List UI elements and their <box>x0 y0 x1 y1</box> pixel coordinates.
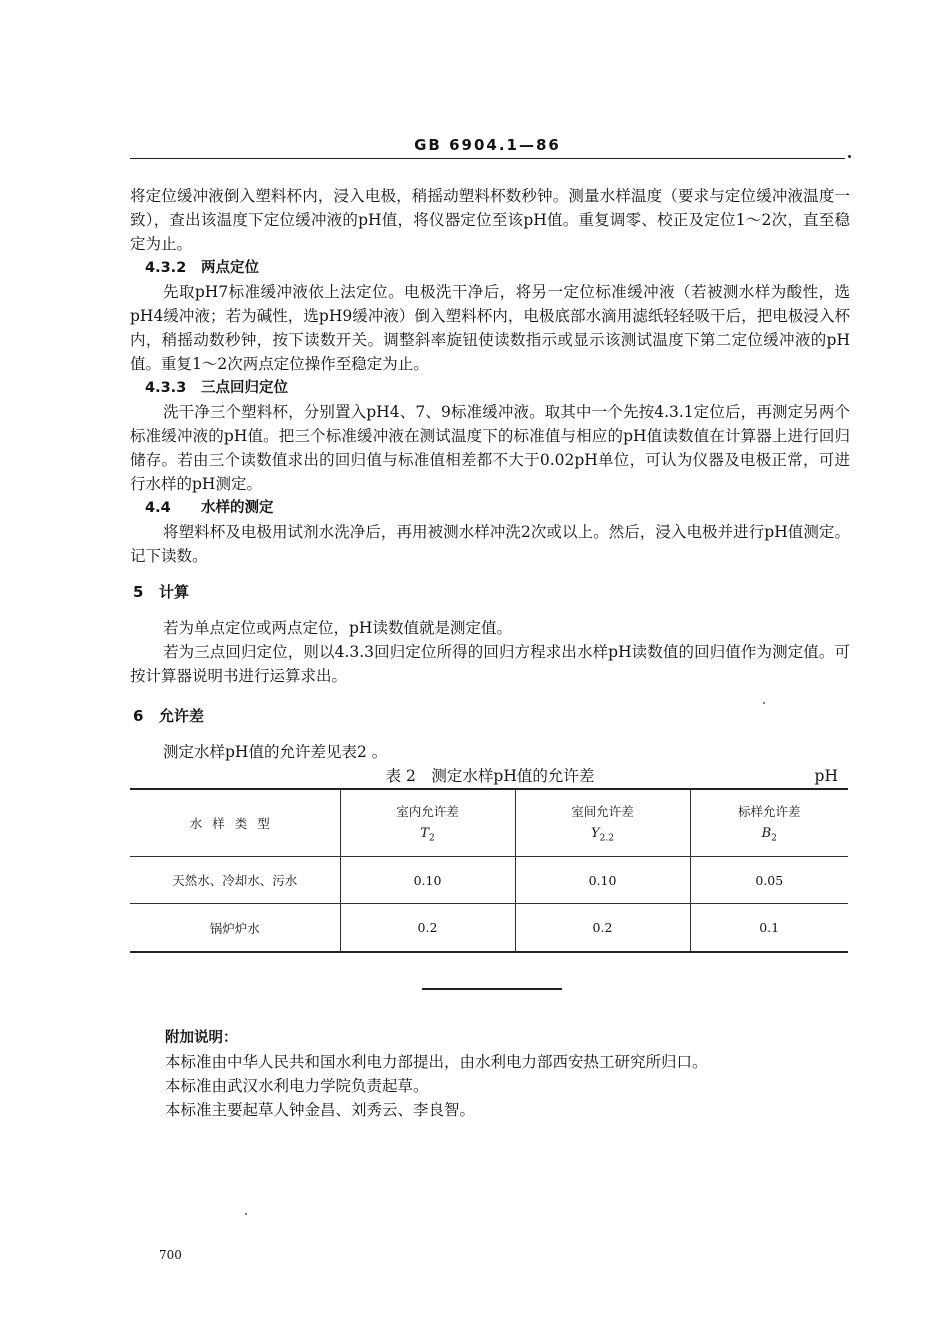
header-sample-type <box>130 789 340 857</box>
table-cell: 0.10 <box>515 857 690 904</box>
header-inter-lab-tolerance <box>515 789 690 857</box>
table-cell: 0.2 <box>515 904 690 953</box>
appendix-line: 本标准主要起草人钟金昌、刘秀云、李良智。 <box>165 1101 476 1119</box>
spacer <box>130 688 850 704</box>
tolerance-table <box>130 788 848 953</box>
header-label: 室间允许差 <box>571 804 634 820</box>
table-unit: pH <box>814 767 838 785</box>
scan-speck <box>245 1213 247 1215</box>
section-5-paragraph-2: 若为三点回归定位，则以4.3.3回归定位所得的回归方程求出水样pH读数值的回归值作为测定值。可按计算器说明书进行运算求出。 <box>130 643 850 685</box>
end-of-text-rule <box>422 988 562 990</box>
section-number: 5 <box>133 583 144 601</box>
section-title: 计算 <box>159 583 190 601</box>
header-label: 水样类型 <box>189 816 280 831</box>
header-intra-lab-tolerance <box>340 789 515 857</box>
header-rule <box>130 158 845 159</box>
spacer <box>130 568 850 580</box>
symbol-letter: B <box>761 826 772 842</box>
header-symbol <box>516 826 690 844</box>
table-cell: 0.05 <box>690 857 848 904</box>
table-caption: 表 2 测定水样pH值的允许差 <box>385 767 595 785</box>
table-cell: 0.2 <box>340 904 515 953</box>
header-symbol <box>341 826 515 844</box>
section-title: 两点定位 <box>201 260 259 276</box>
page-number: 700 <box>159 1248 182 1262</box>
table-caption-row <box>130 764 850 788</box>
table-cell: 0.1 <box>690 904 848 953</box>
section-number: 4.3.2 <box>145 260 187 276</box>
page-header-standard-code: GB 6904.1—86 <box>414 136 561 154</box>
appendix-line: 本标准由武汉水利电力学院负责起草。 <box>165 1077 429 1095</box>
header-label: 标样允许差 <box>737 804 801 820</box>
section-4-4-text: 将塑料杯及电极用试剂水洗净后，再用被测水样冲洗2次或以上。然后，浸入电极并进行pH值测定。记下读数。 <box>130 523 850 565</box>
section-4-3-2-heading <box>130 256 850 280</box>
table-cell: 天然水、冷却水、污水 <box>130 857 340 904</box>
section-title: 水样的测定 <box>201 500 274 516</box>
section-title: 允许差 <box>159 707 205 725</box>
appendix-line: 本标准由中华人民共和国水利电力部提出，由水利电力部西安热工研究所归口。 <box>165 1053 708 1071</box>
header-label: 室内允许差 <box>396 804 459 820</box>
table-cell: 0.10 <box>340 857 515 904</box>
section-5-heading <box>130 580 850 604</box>
section-number: 4.4 <box>145 500 171 516</box>
section-number: 6 <box>133 707 144 725</box>
section-4-3-2-text: 先取pH7标准缓冲液依上法定位。电极洗干净后，将另一定位标准缓冲液（若被测水样为酸性，选pH4缓冲液；若为碱性，选pH9缓冲液）倒入塑料杯内，电极底部水滴用滤纸轻轻吸干后，把电极浸入杯内，稍摇动数秒钟，按下读数开关。调整斜率旋钮使读数指示或显示该测试温度下第二定位缓冲液的pH值。重复1～2次两点定位操作至稳定为止。 <box>130 283 850 373</box>
section-4-4-heading <box>130 496 850 520</box>
table-row <box>130 904 848 953</box>
table-header-row <box>130 789 848 857</box>
symbol-letter: T <box>420 826 429 842</box>
section-4-3-3-heading <box>130 376 850 400</box>
paragraph-intro: 将定位缓冲液倒入塑料杯内，浸入电极，稍摇动塑料杯数秒钟。测量水样温度（要求与定位缓冲液温度一致），查出该温度下定位缓冲液的pH值，将仪器定位至该pH值。重复调零、校正及定位1～2次，直至稳定为止。 <box>130 187 850 253</box>
header-dot <box>848 155 851 158</box>
main-content <box>130 184 850 953</box>
section-6-heading <box>130 704 850 728</box>
table-cell: 锅炉炉水 <box>130 904 340 953</box>
table-row <box>130 857 848 904</box>
section-title: 三点回归定位 <box>201 380 288 396</box>
symbol-subscript: 2 <box>771 833 777 844</box>
spacer <box>130 604 850 616</box>
section-5-paragraph-1: 若为单点定位或两点定位，pH读数值就是测定值。 <box>163 619 512 637</box>
section-6-paragraph-1: 测定水样pH值的允许差见表2 。 <box>163 743 388 761</box>
appendix-notes <box>165 1026 845 1122</box>
section-number: 4.3.3 <box>145 380 187 396</box>
symbol-letter: Y <box>591 826 600 842</box>
spacer <box>130 728 850 740</box>
appendix-title: 附加说明： <box>165 1030 238 1046</box>
header-symbol <box>691 826 849 844</box>
scan-speck <box>763 702 765 704</box>
symbol-subscript: 2.2 <box>599 833 614 844</box>
section-4-3-3-text: 洗干净三个塑料杯，分别置入pH4、7、9标准缓冲液。取其中一个先按4.3.1定位后，再测定另两个标准缓冲液的pH值。把三个标准缓冲液在测试温度下的标准值与相应的pH值读数值在计算器上进行回归储存。若由三个读数值求出的回归值与标准值相差都不大于0.02pH单位，可认为仪器及电极正常，可进行水样的pH测定。 <box>130 403 850 493</box>
header-standard-sample-tolerance <box>690 789 848 857</box>
symbol-subscript: 2 <box>428 833 435 844</box>
